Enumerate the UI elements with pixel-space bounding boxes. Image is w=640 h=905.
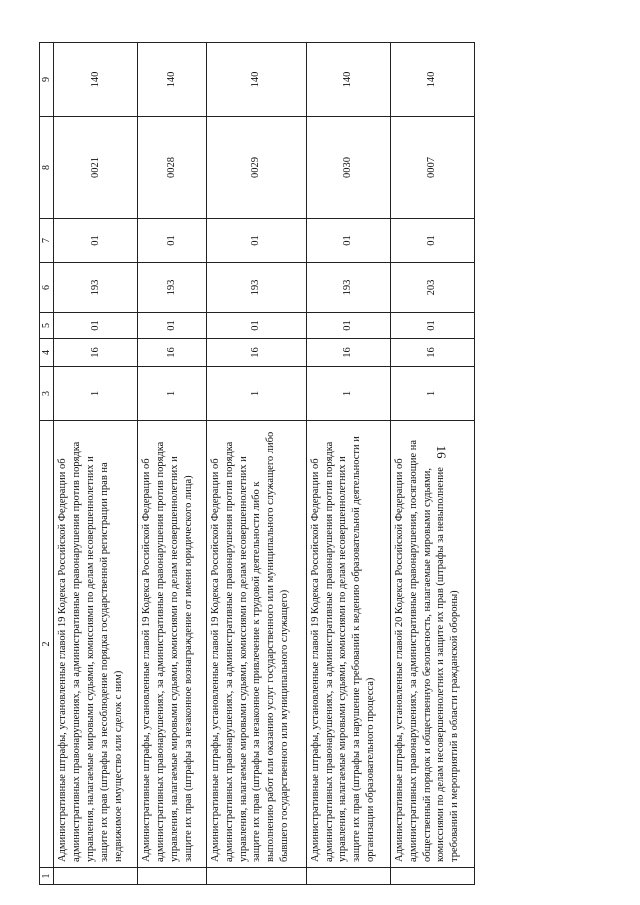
rotated-table-container <box>39 43 475 885</box>
cell-col5: 01 <box>138 313 206 339</box>
cell-col1 <box>390 868 474 885</box>
table-row <box>390 43 474 885</box>
cell-col3: 1 <box>138 367 206 421</box>
table-row <box>138 43 206 885</box>
column-header: 6 <box>40 263 54 313</box>
column-header: 1 <box>40 868 54 885</box>
cell-col6: 193 <box>306 263 390 313</box>
cell-col3: 1 <box>306 367 390 421</box>
column-header: 8 <box>40 117 54 219</box>
column-header: 2 <box>40 421 54 868</box>
table-row <box>206 43 306 885</box>
cell-col8: 0029 <box>206 117 306 219</box>
cell-col6: 203 <box>390 263 474 313</box>
cell-col4: 16 <box>206 339 306 367</box>
cell-col3: 1 <box>390 367 474 421</box>
cell-col7: 01 <box>54 219 138 263</box>
cell-description: Административные штрафы, установленные главой 19 Кодекса Российской Федерации об административных правонарушениях, за административные правонарушения против порядка управления, налагаемые мировыми судьями, комиссиями по делам несовершеннолетних и защите их прав (штрафы за нарушение требований к ведению образовательной деятельности и организации образовательного процесса) <box>306 421 390 868</box>
cell-col9: 140 <box>138 43 206 117</box>
column-header: 7 <box>40 219 54 263</box>
cell-col5: 01 <box>54 313 138 339</box>
cell-col9: 140 <box>306 43 390 117</box>
cell-col7: 01 <box>306 219 390 263</box>
cell-col8: 0007 <box>390 117 474 219</box>
table-row <box>306 43 390 885</box>
column-header: 9 <box>40 43 54 117</box>
cell-col1 <box>206 868 306 885</box>
cell-col5: 01 <box>390 313 474 339</box>
cell-description: Административные штрафы, установленные главой 20 Кодекса Российской Федерации об административных правонарушениях, за административные правонарушения, посягающие на общественный порядок и общественную безопасность, налагаемые мировыми судьями, комиссиями по делам несовершеннолетних и защите их прав (штрафы за невыполнение требований и мероприятий в области гражданской обороны) <box>390 421 474 868</box>
cell-col9: 140 <box>390 43 474 117</box>
cell-col8: 0030 <box>306 117 390 219</box>
table-row <box>54 43 138 885</box>
cell-col1 <box>54 868 138 885</box>
cell-description: Административные штрафы, установленные главой 19 Кодекса Российской Федерации об административных правонарушениях, за административные правонарушения против порядка управления, налагаемые мировыми судьями, комиссиями по делам несовершеннолетних и защите их прав (штрафы за незаконное вознаграждение от имени юридического лица) <box>138 421 206 868</box>
column-header: 3 <box>40 367 54 421</box>
cell-col3: 1 <box>54 367 138 421</box>
cell-col5: 01 <box>206 313 306 339</box>
cell-col1 <box>306 868 390 885</box>
cell-col5: 01 <box>306 313 390 339</box>
cell-col8: 0028 <box>138 117 206 219</box>
cell-col7: 01 <box>138 219 206 263</box>
cell-col3: 1 <box>206 367 306 421</box>
header-row <box>40 43 54 885</box>
cell-col8: 0021 <box>54 117 138 219</box>
cell-description: Административные штрафы, установленные главой 19 Кодекса Российской Федерации об административных правонарушениях, за административные правонарушения против порядка управления, налагаемые мировыми судьями, комиссиями по делам несовершеннолетних и защите их прав (штрафы за незаконное привлечение к трудовой деятельности либо к выполнению работ или оказанию услуг государственного или муниципального служащего либо бывшего государственного или муниципального служащего) <box>206 421 306 868</box>
cell-col4: 16 <box>390 339 474 367</box>
cell-description: Административные штрафы, установленные главой 19 Кодекса Российской Федерации об административных правонарушениях, за административные правонарушения против порядка управления, налагаемые мировыми судьями, комиссиями по делам несовершеннолетних и защите их прав (штрафы за несоблюдение порядка государственной регистрации прав на недвижимое имущество или сделок с ним) <box>54 421 138 868</box>
cell-col6: 193 <box>206 263 306 313</box>
classification-table <box>39 42 475 885</box>
column-header: 5 <box>40 313 54 339</box>
cell-col7: 01 <box>206 219 306 263</box>
cell-col6: 193 <box>138 263 206 313</box>
cell-col6: 193 <box>54 263 138 313</box>
cell-col9: 140 <box>54 43 138 117</box>
cell-col4: 16 <box>54 339 138 367</box>
page-number: 16 <box>434 445 449 459</box>
cell-col1 <box>138 868 206 885</box>
cell-col4: 16 <box>138 339 206 367</box>
column-header: 4 <box>40 339 54 367</box>
cell-col9: 140 <box>206 43 306 117</box>
cell-col4: 16 <box>306 339 390 367</box>
cell-col7: 01 <box>390 219 474 263</box>
